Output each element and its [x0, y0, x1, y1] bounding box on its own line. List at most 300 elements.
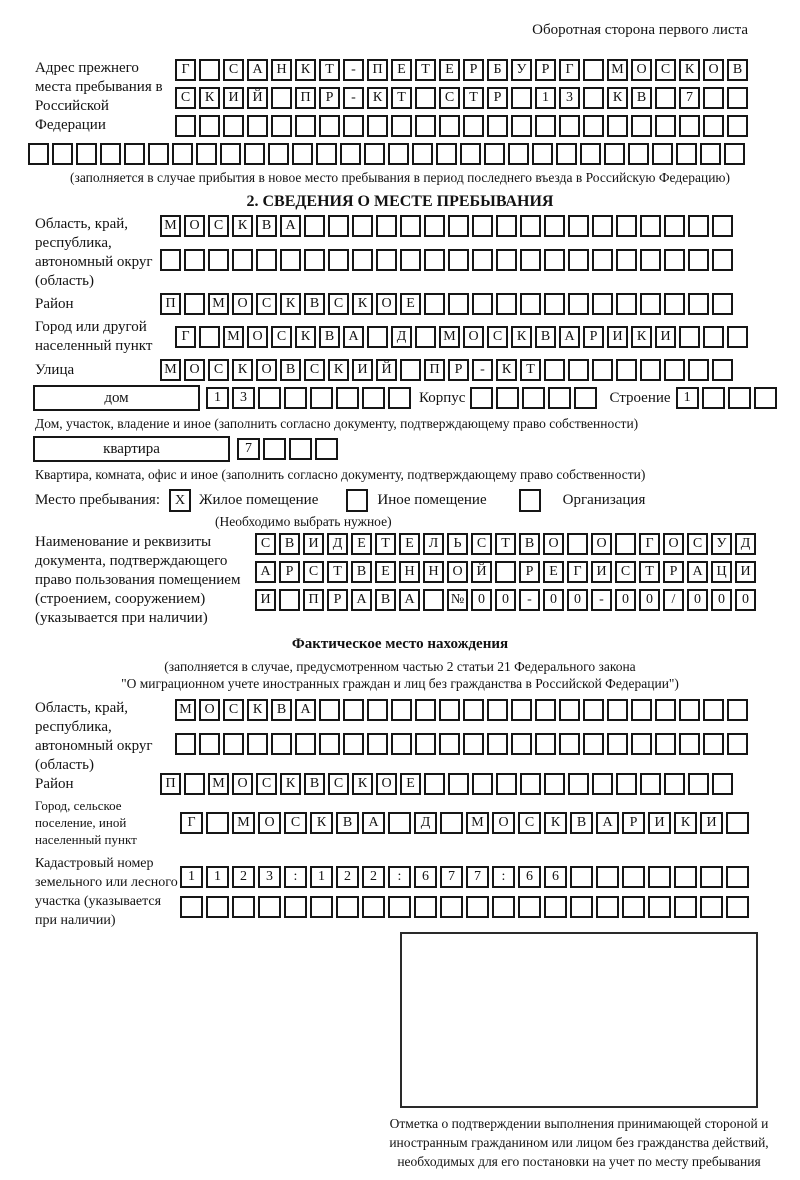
prev-address-rows [175, 59, 748, 137]
form-cell [702, 387, 725, 409]
form-cell [415, 326, 436, 348]
form-cell [388, 896, 411, 918]
form-cell: А [255, 561, 276, 583]
form-cell: Й [376, 359, 397, 381]
form-cell [568, 215, 589, 237]
form-cell: О [492, 812, 515, 834]
form-cell: 0 [639, 589, 660, 611]
house-note: Дом, участок, владение и иное (заполнить согласно документу, подтверждающему право собственности) [35, 416, 639, 431]
document-row-3 [255, 589, 756, 611]
form-cell [655, 699, 676, 721]
form-cell: М [223, 326, 244, 348]
form-cell: Н [399, 561, 420, 583]
form-cell [206, 812, 229, 834]
form-cell [440, 812, 463, 834]
form-cell: М [160, 215, 181, 237]
form-cell: Й [247, 87, 268, 109]
form-cell [199, 59, 220, 81]
other-premises-label: Иное помещение [377, 492, 487, 508]
form-cell [367, 733, 388, 755]
form-cell [496, 249, 517, 271]
form-cell: Р [583, 326, 604, 348]
form-cell: Т [391, 87, 412, 109]
form-cell [580, 143, 601, 165]
s2-region-row-1 [160, 215, 733, 237]
form-cell: 0 [471, 589, 492, 611]
form-cell [310, 896, 333, 918]
form-cell [343, 115, 364, 137]
form-cell [640, 249, 661, 271]
form-cell: О [232, 293, 253, 315]
form-cell [532, 143, 553, 165]
form-cell: С [328, 293, 349, 315]
form-cell [304, 249, 325, 271]
form-cell [496, 387, 519, 409]
form-cell [604, 143, 625, 165]
form-cell [664, 249, 685, 271]
form-cell: М [160, 359, 181, 381]
form-cell: Р [487, 87, 508, 109]
form-cell [570, 866, 593, 888]
form-cell [247, 733, 268, 755]
form-cell: С [256, 293, 277, 315]
form-cell [487, 699, 508, 721]
form-cell [688, 249, 709, 271]
form-cell [688, 359, 709, 381]
fact-region-field [35, 699, 800, 775]
form-cell [388, 387, 411, 409]
form-cell: О [663, 533, 684, 555]
form-cell: С [471, 533, 492, 555]
actual-location-note-2: "О миграционном учете иностранных граждан и лиц без гражданства в Российской Федерации") [121, 676, 679, 691]
form-cell: С [255, 533, 276, 555]
form-cell [520, 249, 541, 271]
form-cell: С [328, 773, 349, 795]
form-cell: С [208, 359, 229, 381]
form-cell: П [424, 359, 445, 381]
cadastral-row-1 [180, 866, 749, 888]
form-cell [607, 733, 628, 755]
form-cell: А [687, 561, 708, 583]
form-cell [388, 143, 409, 165]
form-cell: Н [423, 561, 444, 583]
form-cell: К [247, 699, 268, 721]
form-cell [511, 115, 532, 137]
form-cell: В [280, 359, 301, 381]
prev-address-row-2 [175, 87, 748, 109]
form-cell: В [256, 215, 277, 237]
form-cell [592, 773, 613, 795]
form-cell [607, 699, 628, 721]
form-cell: - [343, 59, 364, 81]
form-cell [664, 359, 685, 381]
form-cell [319, 699, 340, 721]
prev-address-row-4 [28, 143, 800, 165]
form-cell: 1 [206, 387, 229, 409]
form-cell [631, 115, 652, 137]
form-cell [400, 249, 421, 271]
form-cell [289, 438, 312, 460]
form-cell: 7 [237, 438, 260, 460]
fact-district-field [35, 773, 800, 795]
form-cell [244, 143, 265, 165]
house-cells [206, 387, 411, 409]
form-cell [676, 143, 697, 165]
form-cell: О [543, 533, 564, 555]
form-cell: Д [327, 533, 348, 555]
form-cell: Р [535, 59, 556, 81]
form-cell [511, 87, 532, 109]
apartment-box: квартира [33, 436, 230, 462]
form-cell [724, 143, 745, 165]
form-cell [496, 773, 517, 795]
form-cell [284, 896, 307, 918]
form-cell [336, 387, 359, 409]
actual-location-note-1: (заполняется в случае, предусмотренном частью 2 статьи 21 Федерального закона [164, 659, 636, 674]
form-cell: И [223, 87, 244, 109]
form-cell: О [631, 59, 652, 81]
form-cell [415, 733, 436, 755]
s2-district-field [35, 293, 800, 315]
form-cell [712, 249, 733, 271]
form-cell [648, 896, 671, 918]
form-cell: В [535, 326, 556, 348]
s2-district-row [160, 293, 733, 315]
form-cell: О [703, 59, 724, 81]
form-cell [631, 699, 652, 721]
form-cell: Г [567, 561, 588, 583]
form-cell: О [258, 812, 281, 834]
form-cell: В [304, 293, 325, 315]
form-cell [522, 387, 545, 409]
page-side-note: Оборотная сторона первого листа [532, 22, 748, 38]
form-cell [319, 733, 340, 755]
form-cell: М [208, 293, 229, 315]
korpus-label: Корпус [419, 389, 466, 406]
s2-street-row [160, 359, 733, 381]
form-cell [180, 896, 203, 918]
house-row [33, 385, 800, 411]
form-cell [391, 699, 412, 721]
s2-city-field [35, 318, 800, 356]
form-cell: 2 [336, 866, 359, 888]
stroenie-cells [676, 387, 777, 409]
form-cell [391, 115, 412, 137]
document-row-2 [255, 561, 756, 583]
section2-title: 2. СВЕДЕНИЯ О МЕСТЕ ПРЕБЫВАНИЯ [246, 193, 554, 210]
form-cell: Р [663, 561, 684, 583]
form-cell: С [175, 87, 196, 109]
form-cell [712, 293, 733, 315]
form-cell [712, 773, 733, 795]
form-cell: Е [399, 533, 420, 555]
form-cell: К [631, 326, 652, 348]
form-cell: 0 [711, 589, 732, 611]
form-cell: 7 [679, 87, 700, 109]
form-cell [184, 773, 205, 795]
form-cell: А [559, 326, 580, 348]
s2-district-label: Район [35, 295, 74, 312]
form-cell [463, 733, 484, 755]
form-cell [622, 896, 645, 918]
form-cell [280, 249, 301, 271]
stroenie-label: Строение [609, 389, 671, 406]
apartment-cells [237, 438, 338, 460]
form-cell [415, 699, 436, 721]
form-cell [492, 896, 515, 918]
form-cell: К [511, 326, 532, 348]
form-cell [367, 115, 388, 137]
form-cell [568, 293, 589, 315]
form-cell [726, 812, 749, 834]
form-cell: В [271, 699, 292, 721]
form-cell [400, 359, 421, 381]
form-cell: В [631, 87, 652, 109]
form-cell [616, 359, 637, 381]
form-cell [362, 387, 385, 409]
form-cell [688, 773, 709, 795]
form-cell [700, 143, 721, 165]
form-cell: Р [622, 812, 645, 834]
s2-region-row-2 [160, 249, 733, 271]
form-cell [616, 215, 637, 237]
form-cell: П [160, 293, 181, 315]
form-cell [367, 699, 388, 721]
document-row-1 [255, 533, 756, 555]
form-cell [472, 293, 493, 315]
form-cell: : [284, 866, 307, 888]
form-cell [448, 293, 469, 315]
form-cell [271, 733, 292, 755]
form-cell: № [447, 589, 468, 611]
form-cell [640, 773, 661, 795]
form-cell: К [232, 359, 253, 381]
form-cell [664, 293, 685, 315]
form-cell [727, 699, 748, 721]
form-cell: 6 [544, 866, 567, 888]
form-cell [100, 143, 121, 165]
form-cell [548, 387, 571, 409]
form-cell [76, 143, 97, 165]
form-cell [727, 115, 748, 137]
form-cell: Е [391, 59, 412, 81]
form-cell: В [279, 533, 300, 555]
form-cell: В [319, 326, 340, 348]
form-cell: О [184, 359, 205, 381]
form-cell: Ц [711, 561, 732, 583]
form-cell: Р [327, 589, 348, 611]
form-cell: У [711, 533, 732, 555]
form-cell [559, 699, 580, 721]
form-cell [328, 215, 349, 237]
form-cell: С [223, 699, 244, 721]
form-cell: О [376, 293, 397, 315]
fact-district-row [160, 773, 733, 795]
form-cell [544, 896, 567, 918]
form-cell [496, 215, 517, 237]
form-cell [304, 215, 325, 237]
form-cell [568, 249, 589, 271]
form-cell: К [199, 87, 220, 109]
form-cell [206, 896, 229, 918]
form-cell: К [295, 326, 316, 348]
form-cell [511, 733, 532, 755]
form-cell: О [591, 533, 612, 555]
form-cell [544, 215, 565, 237]
form-cell [28, 143, 49, 165]
form-cell [258, 896, 281, 918]
form-cell [487, 733, 508, 755]
form-cell: К [280, 293, 301, 315]
form-cell: 2 [362, 866, 385, 888]
form-cell: К [310, 812, 333, 834]
form-cell [424, 773, 445, 795]
form-cell [568, 773, 589, 795]
form-cell [223, 733, 244, 755]
form-cell: Е [439, 59, 460, 81]
form-cell: А [399, 589, 420, 611]
form-cell [727, 733, 748, 755]
form-cell [655, 115, 676, 137]
form-cell: 0 [735, 589, 756, 611]
form-cell: Г [175, 326, 196, 348]
form-cell [199, 733, 220, 755]
form-cell [423, 589, 444, 611]
form-cell: Р [319, 87, 340, 109]
form-cell: О [184, 215, 205, 237]
form-cell: В [336, 812, 359, 834]
form-cell [520, 773, 541, 795]
form-cell: 0 [687, 589, 708, 611]
form-cell: М [208, 773, 229, 795]
form-cell: 6 [414, 866, 437, 888]
form-cell [583, 733, 604, 755]
form-cell: С [223, 59, 244, 81]
form-cell [268, 143, 289, 165]
form-cell: О [256, 359, 277, 381]
form-cell [448, 249, 469, 271]
document-field [35, 533, 800, 628]
confirmation-stamp-box [400, 932, 758, 1108]
form-cell: Д [735, 533, 756, 555]
fact-city-field [35, 797, 800, 848]
form-cell [496, 293, 517, 315]
form-cell: П [367, 59, 388, 81]
organization-checkbox [519, 489, 541, 512]
form-cell: Е [400, 773, 421, 795]
residential-label: Жилое помещение [199, 492, 319, 508]
form-cell: 0 [615, 589, 636, 611]
form-cell [679, 326, 700, 348]
form-cell [559, 733, 580, 755]
form-cell: Р [519, 561, 540, 583]
form-cell [655, 87, 676, 109]
organization-label: Организация [562, 492, 646, 508]
form-cell [263, 438, 286, 460]
form-cell: - [343, 87, 364, 109]
form-cell [466, 896, 489, 918]
cadastral-row-2 [180, 896, 749, 918]
form-cell: А [362, 812, 385, 834]
form-cell [256, 249, 277, 271]
form-cell: И [303, 533, 324, 555]
form-cell: К [607, 87, 628, 109]
form-cell: С [487, 326, 508, 348]
form-cell: О [376, 773, 397, 795]
form-cell: Е [351, 533, 372, 555]
form-cell: Т [639, 561, 660, 583]
form-cell: 0 [543, 589, 564, 611]
form-cell [292, 143, 313, 165]
form-cell [439, 699, 460, 721]
cadastral-label: Кадастровый номер земельного или лесного участка (указывается при наличии) [35, 856, 178, 928]
form-cell [328, 249, 349, 271]
form-cell: 2 [232, 866, 255, 888]
form-cell [592, 249, 613, 271]
form-cell [567, 533, 588, 555]
form-cell: В [304, 773, 325, 795]
form-cell [388, 812, 411, 834]
form-cell [184, 293, 205, 315]
prev-address-row-1 [175, 59, 748, 81]
form-cell [518, 896, 541, 918]
form-cell: Т [495, 533, 516, 555]
form-cell [199, 115, 220, 137]
fact-region-label: Область, край, республика, автономный округ (область) [35, 700, 153, 773]
form-cell: К [232, 215, 253, 237]
form-cell: 1 [310, 866, 333, 888]
form-cell: 3 [258, 866, 281, 888]
form-cell: С [655, 59, 676, 81]
form-cell: О [447, 561, 468, 583]
form-cell [364, 143, 385, 165]
form-cell [199, 326, 220, 348]
form-cell [664, 773, 685, 795]
form-cell [583, 699, 604, 721]
form-cell [343, 699, 364, 721]
cadastral-field [35, 854, 800, 930]
form-cell [592, 293, 613, 315]
form-cell [279, 589, 300, 611]
document-rows [255, 533, 756, 611]
form-cell [316, 143, 337, 165]
form-cell [367, 326, 388, 348]
stay-type-note: (Необходимо выбрать нужное) [215, 514, 392, 529]
form-cell: У [511, 59, 532, 81]
form-cell: Г [639, 533, 660, 555]
form-cell [448, 215, 469, 237]
document-label: Наименование и реквизиты документа, подтверждающего право пользования помещением (строением, сооружением) (указывается при наличии) [35, 534, 241, 626]
form-cell: : [492, 866, 515, 888]
form-cell [703, 115, 724, 137]
form-cell [592, 215, 613, 237]
form-cell: С [439, 87, 460, 109]
form-cell: И [700, 812, 723, 834]
form-cell: М [466, 812, 489, 834]
s2-city-label: Город или другой населенный пункт [35, 319, 153, 354]
form-cell [520, 293, 541, 315]
form-cell: В [519, 533, 540, 555]
form-cell: Ь [447, 533, 468, 555]
form-cell: И [607, 326, 628, 348]
form-cell: Р [448, 359, 469, 381]
form-cell [703, 733, 724, 755]
form-cell: С [687, 533, 708, 555]
form-cell [415, 87, 436, 109]
form-cell [570, 896, 593, 918]
stay-type-label: Место пребывания: [35, 492, 160, 508]
form-cell [271, 87, 292, 109]
